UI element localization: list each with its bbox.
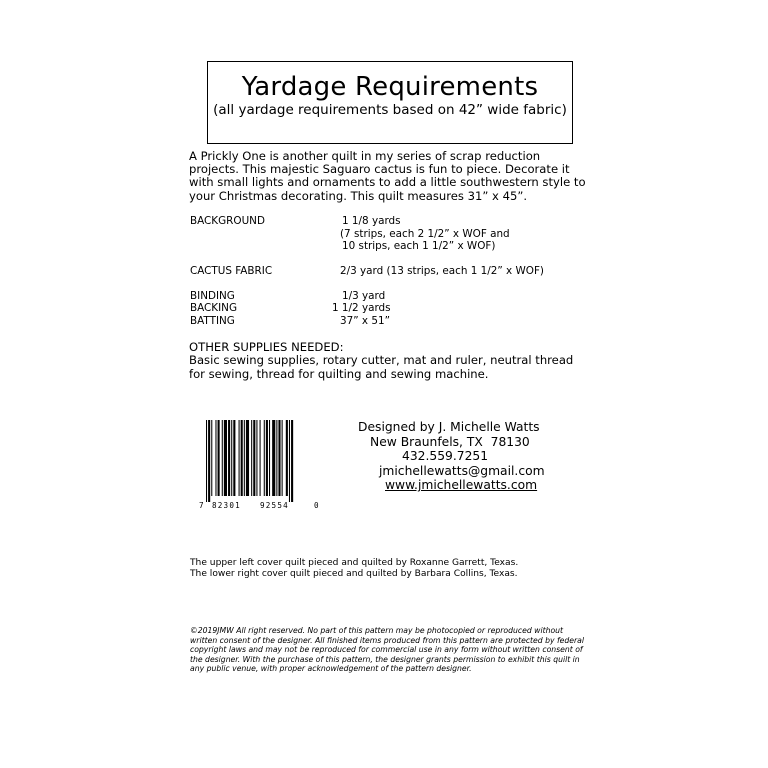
background-detail-2: 10 strips, each 1 1/2” x WOF) xyxy=(342,240,496,252)
batting-label: BATTING xyxy=(190,315,235,327)
background-amount: 1 1/8 yards xyxy=(342,215,401,227)
barcode-digits-left: 82301 xyxy=(212,501,241,510)
credit-line-1: The upper left cover quilt pieced and quilted by Roxanne Garrett, Texas. xyxy=(190,558,519,568)
barcode-bar xyxy=(286,420,288,496)
page-title: Yardage Requirements xyxy=(241,72,539,102)
intro-paragraph: A Prickly One is another quilt in my series of scrap reduction projects. This majestic Saguaro cactus is fun to piece. Decorate it with small lights and ornaments to add a little southwestern style to your Christmas decorating. This quilt measures 31” x 45”. xyxy=(189,149,586,203)
designer-phone: 432.559.7251 xyxy=(402,449,489,464)
barcode-bar xyxy=(206,420,207,502)
barcode-bar xyxy=(260,420,261,496)
binding-label: BINDING xyxy=(190,290,235,302)
barcode-bar xyxy=(222,420,223,496)
designer-location: New Braunfels, TX 78130 xyxy=(370,434,530,449)
page-subtitle: (all yardage requirements based on 42” wide fabric) xyxy=(213,102,567,118)
barcode-digits-right: 92554 xyxy=(260,501,289,510)
barcode-bar xyxy=(241,420,243,496)
barcode-bar xyxy=(218,420,220,496)
barcode-bar xyxy=(251,420,252,496)
barcode-bar xyxy=(246,420,249,496)
barcode-bar xyxy=(215,420,216,496)
credit-line-2: The lower right cover quilt pieced and quilted by Barbara Collins, Texas. xyxy=(190,569,518,579)
barcode-bar xyxy=(278,420,280,496)
backing-label: BACKING xyxy=(190,302,238,314)
barcode-bar xyxy=(211,420,212,496)
barcode-bar xyxy=(228,420,230,496)
barcode-bar xyxy=(291,420,293,502)
barcode-bar xyxy=(264,420,265,496)
barcode-bar xyxy=(276,420,277,496)
barcode-bar xyxy=(282,420,283,496)
binding-amount: 1/3 yard xyxy=(342,290,386,302)
batting-amount: 37” x 51” xyxy=(340,315,390,327)
barcode-icon xyxy=(198,418,322,510)
cactus-amount: 2/3 yard (13 strips, each 1 1/2” x WOF) xyxy=(340,265,544,277)
designer-contact xyxy=(356,420,556,493)
barcode-bar xyxy=(256,420,257,496)
designer-name: Designed by J. Michelle Watts xyxy=(358,420,540,434)
barcode-bar xyxy=(244,420,245,496)
barcode-digit-system: 7 xyxy=(199,501,204,510)
designer-email[interactable]: jmichellewatts@gmail.com xyxy=(379,463,545,478)
background-detail-1: (7 strips, each 2 1/2” x WOF and xyxy=(340,228,510,240)
background-label: BACKGROUND xyxy=(190,215,265,227)
supplies-text: Basic sewing supplies, rotary cutter, mat and ruler, neutral thread for sewing, thread for quilting and sewing machine. xyxy=(189,353,574,381)
barcode-bar xyxy=(233,420,235,496)
barcode-bar xyxy=(266,420,268,496)
barcode-bar xyxy=(239,420,240,496)
barcode-bar xyxy=(269,420,270,496)
cactus-label: CACTUS FABRIC xyxy=(190,265,273,277)
other-supplies xyxy=(189,341,589,381)
barcode-bar xyxy=(289,420,290,502)
title-box xyxy=(207,61,573,144)
barcode-bar xyxy=(224,420,227,496)
designer-website-link[interactable]: www.jmichellewatts.com xyxy=(385,478,538,493)
barcode-bar xyxy=(208,420,210,502)
barcode-bar xyxy=(272,420,275,496)
barcode-bar xyxy=(231,420,232,496)
backing-amount: 1 1/2 yards xyxy=(332,302,391,314)
barcode-digit-check: 0 xyxy=(314,501,319,510)
copyright-notice: ©2019JMW All right reserved. No part of this pattern may be photocopied or reproduced without written consent of the designer. All finished items produced from this pattern are protected by federal copyright laws and may not be reproduced for commercial use in any form without written consent of the designer. With the purchase of this pattern, the designer grants permission to exhibit this quilt in any public venue, with proper acknowledgement of the pattern designer. xyxy=(190,626,585,674)
barcode-bar xyxy=(253,420,255,496)
quilt-credits xyxy=(190,558,610,580)
supplies-heading: OTHER SUPPLIES NEEDED: xyxy=(189,340,344,354)
